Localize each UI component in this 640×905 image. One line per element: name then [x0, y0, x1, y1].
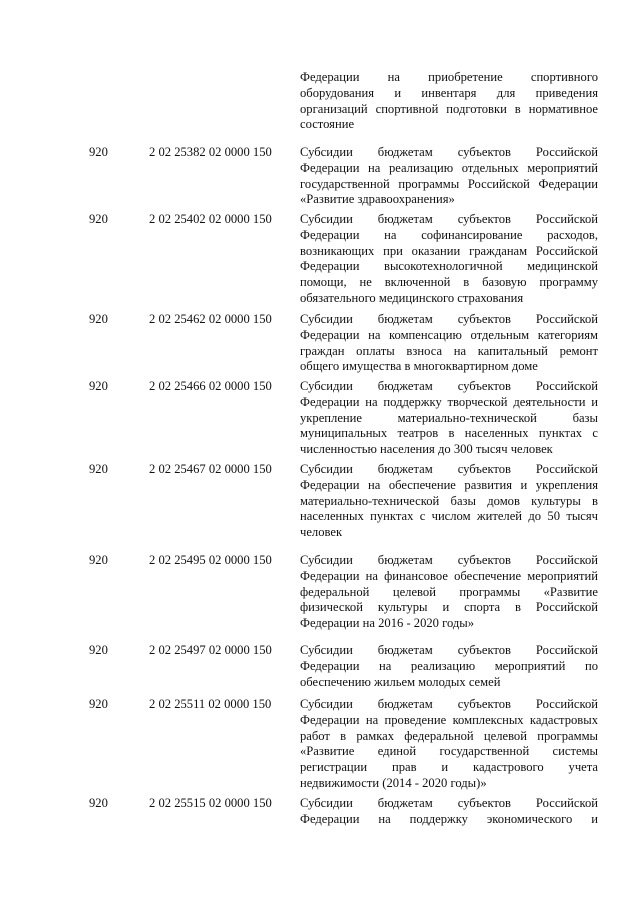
description-line: Субсидии бюджетам субъектов Российской: [300, 643, 598, 657]
description-line: Федерации на 2016 - 2020 годы»: [300, 616, 475, 631]
admin-code: 920: [89, 796, 108, 810]
budget-classification-code: 2 02 25497 02 0000 150: [149, 643, 272, 657]
revenue-description: [300, 145, 598, 208]
description-line: возникающих при оказании гражданам Российской: [300, 243, 598, 258]
revenue-description: [300, 462, 598, 541]
admin-code: 920: [89, 697, 108, 711]
admin-code: 920: [89, 462, 108, 476]
description-line: Федерации на финансовое обеспечение мероприятий: [300, 568, 598, 583]
description-line: оборудования и инвентаря для приведения: [300, 85, 598, 100]
admin-code: 920: [89, 643, 108, 657]
revenue-description: [300, 697, 598, 792]
description-line: населенных пунктах с числом жителей до 50 тысяч: [300, 509, 598, 524]
budget-classification-code: 2 02 25462 02 0000 150: [149, 312, 272, 326]
description-line: Субсидии бюджетам субъектов Российской: [300, 697, 598, 711]
description-line: «Развитие единой государственной системы: [300, 744, 598, 759]
description-line: Субсидии бюджетам субъектов Российской: [300, 379, 598, 393]
revenue-description: [300, 643, 598, 690]
description-line: состояние: [300, 117, 355, 132]
continuation-description: [300, 70, 598, 133]
description-line: федеральной целевой программы «Развитие: [300, 584, 598, 599]
description-line: регистрации прав и кадастрового учета: [300, 760, 598, 775]
budget-classification-code: 2 02 25495 02 0000 150: [149, 553, 272, 567]
description-line: Федерации на софинансирование расходов,: [300, 227, 598, 242]
admin-code: 920: [89, 553, 108, 567]
budget-classification-code: 2 02 25466 02 0000 150: [149, 379, 272, 393]
description-line: численностью населения до 300 тысяч человек: [300, 442, 553, 457]
admin-code: 920: [89, 379, 108, 393]
description-line: Федерации на приобретение спортивного: [300, 70, 598, 84]
admin-code: 920: [89, 212, 108, 226]
budget-classification-code: 2 02 25402 02 0000 150: [149, 212, 272, 226]
description-line: Субсидии бюджетам субъектов Российской: [300, 462, 598, 476]
description-line: обязательного медицинского страхования: [300, 290, 524, 305]
description-line: Федерации на реализацию мероприятий по: [300, 658, 598, 673]
description-line: материально-технической базы домов культуры в: [300, 493, 598, 508]
description-line: недвижимости (2014 - 2020 годы)»: [300, 775, 487, 790]
budget-classification-code: 2 02 25511 02 0000 150: [149, 697, 272, 711]
revenue-description: [300, 312, 598, 375]
description-line: обеспечению жильем молодых семей: [300, 674, 501, 689]
description-line: Субсидии бюджетам субъектов Российской: [300, 145, 598, 159]
description-line: государственной программы Российской Федерации: [300, 176, 598, 191]
description-line: организаций спортивной подготовки в нормативное: [300, 101, 598, 116]
description-line: укрепление материально-технической базы: [300, 410, 598, 425]
description-line: Федерации на проведение комплексных кадастровых: [300, 712, 598, 727]
revenue-description: [300, 212, 598, 307]
description-line: Федерации на реализацию отдельных мероприятий: [300, 160, 598, 175]
description-line: муниципальных театров в населенных пунктах с: [300, 426, 598, 441]
description-line: Федерации на поддержку творческой деятельности и: [300, 394, 598, 409]
admin-code: 920: [89, 145, 108, 159]
description-line: Субсидии бюджетам субъектов Российской: [300, 312, 598, 326]
budget-classification-code: 2 02 25382 02 0000 150: [149, 145, 272, 159]
description-line: помощи, не включенной в базовую программу: [300, 275, 598, 290]
description-line: общего имущества в многоквартирном доме: [300, 359, 538, 374]
budget-classification-code: 2 02 25515 02 0000 150: [149, 796, 272, 810]
revenue-description: [300, 796, 598, 828]
description-line: физической культуры и спорта в Российской: [300, 600, 598, 615]
description-line: работ в рамках федеральной целевой программы: [300, 728, 598, 743]
description-line: Субсидии бюджетам субъектов Российской: [300, 796, 598, 810]
description-line: граждан оплаты взноса на капитальный ремонт: [300, 343, 598, 358]
description-line: Субсидии бюджетам субъектов Российской: [300, 553, 598, 567]
description-line: Федерации на обеспечение развития и укрепления: [300, 477, 598, 492]
description-line: Субсидии бюджетам субъектов Российской: [300, 212, 598, 226]
revenue-description: [300, 379, 598, 458]
admin-code: 920: [89, 312, 108, 326]
description-line: «Развитие здравоохранения»: [300, 192, 455, 207]
description-line: Федерации высокотехнологичной медицинской: [300, 259, 598, 274]
budget-classification-code: 2 02 25467 02 0000 150: [149, 462, 272, 476]
description-line: Федерации на поддержку экономического и: [300, 811, 598, 826]
description-line: человек: [300, 525, 343, 540]
revenue-description: [300, 553, 598, 632]
description-line: Федерации на компенсацию отдельным категориям: [300, 327, 598, 342]
